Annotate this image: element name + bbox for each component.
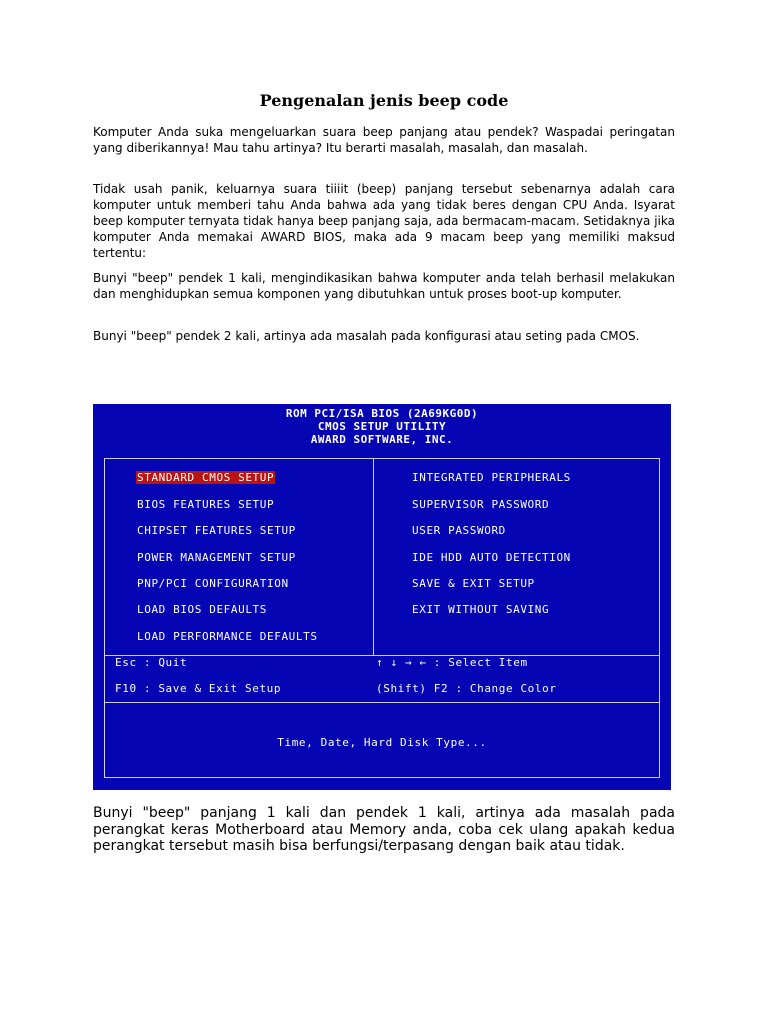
bios-menu-ide-hdd-auto-detection[interactable]: IDE HDD AUTO DETECTION bbox=[412, 551, 571, 564]
bios-key-change-color: (Shift) F2 : Change Color bbox=[376, 682, 557, 695]
bios-menu-supervisor-password[interactable]: SUPERVISOR PASSWORD bbox=[412, 498, 550, 511]
paragraph-beep-long-1-short-1: Bunyi "beep" panjang 1 kali dan pendek 1 kali, artinya ada masalah pada perangkat keras Motherboard atau Memory anda, coba cek ulang apakah kedua perangkat tersebut masih bisa berfungsi/terpasang dengan baik atau tidak. bbox=[93, 805, 675, 854]
document-title: Pengenalan jenis beep code bbox=[259, 91, 509, 110]
paragraph-explanation: Tidak usah panik, keluarnya suara tiiiit (beep) panjang tersebut sebenarnya adalah cara komputer untuk memberi tahu Anda bahwa ada yang tidak beres dengan CPU Anda. Isyarat beep komputer ternyata tidak hanya beep panjang saja, ada bermacam-macam. Setidaknya jika komputer Anda memakai AWARD BIOS, maka ada 9 macam beep yang memiliki maksud tertentu: bbox=[93, 182, 675, 260]
bios-menu-standard-cmos-setup[interactable]: STANDARD CMOS SETUP bbox=[137, 471, 275, 484]
paragraph-intro: Komputer Anda suka mengeluarkan suara beep panjang atau pendek? Waspadai peringatan yang diberikannya! Mau tahu artinya? Itu berarti masalah, masalah, dan masalah. bbox=[93, 125, 675, 155]
bios-header-utility: CMOS SETUP UTILITY bbox=[317, 420, 447, 433]
bios-column-divider bbox=[373, 458, 374, 655]
bios-help-text: Time, Date, Hard Disk Type... bbox=[277, 736, 487, 749]
bios-menu-user-password[interactable]: USER PASSWORD bbox=[412, 524, 506, 537]
bios-menu-power-management-setup[interactable]: POWER MANAGEMENT SETUP bbox=[137, 551, 296, 564]
paragraph-beep-short-2: Bunyi "beep" pendek 2 kali, artinya ada masalah pada konfigurasi atau seting pada CMOS. bbox=[93, 329, 640, 343]
paragraph-beep-short-1: Bunyi "beep" pendek 1 kali, mengindikasikan bahwa komputer anda telah berhasil melakukan dan menghidupkan semua komponen yang dibutuhkan untuk proses boot-up komputer. bbox=[93, 271, 675, 301]
bios-menu-integrated-peripherals[interactable]: INTEGRATED PERIPHERALS bbox=[412, 471, 571, 484]
bios-divider-help bbox=[104, 702, 660, 703]
bios-setup-screenshot bbox=[93, 404, 671, 790]
bios-menu-pnp-pci-configuration[interactable]: PNP/PCI CONFIGURATION bbox=[137, 577, 289, 590]
bios-menu-bios-features-setup[interactable]: BIOS FEATURES SETUP bbox=[137, 498, 275, 511]
bios-menu-load-performance-defaults[interactable]: LOAD PERFORMANCE DEFAULTS bbox=[137, 630, 318, 643]
bios-key-quit: Esc : Quit bbox=[115, 656, 188, 669]
bios-menu-exit-without-saving[interactable]: EXIT WITHOUT SAVING bbox=[412, 603, 550, 616]
bios-menu-load-bios-defaults[interactable]: LOAD BIOS DEFAULTS bbox=[137, 603, 268, 616]
bios-menu-chipset-features-setup[interactable]: CHIPSET FEATURES SETUP bbox=[137, 524, 296, 537]
bios-key-select-item: ↑ ↓ → ← : Select Item bbox=[376, 656, 528, 669]
bios-key-save-exit: F10 : Save & Exit Setup bbox=[115, 682, 282, 695]
bios-header-rom: ROM PCI/ISA BIOS (2A69KG0D) bbox=[285, 407, 479, 420]
bios-menu-save-exit-setup[interactable]: SAVE & EXIT SETUP bbox=[412, 577, 535, 590]
bios-header-vendor: AWARD SOFTWARE, INC. bbox=[310, 433, 454, 446]
